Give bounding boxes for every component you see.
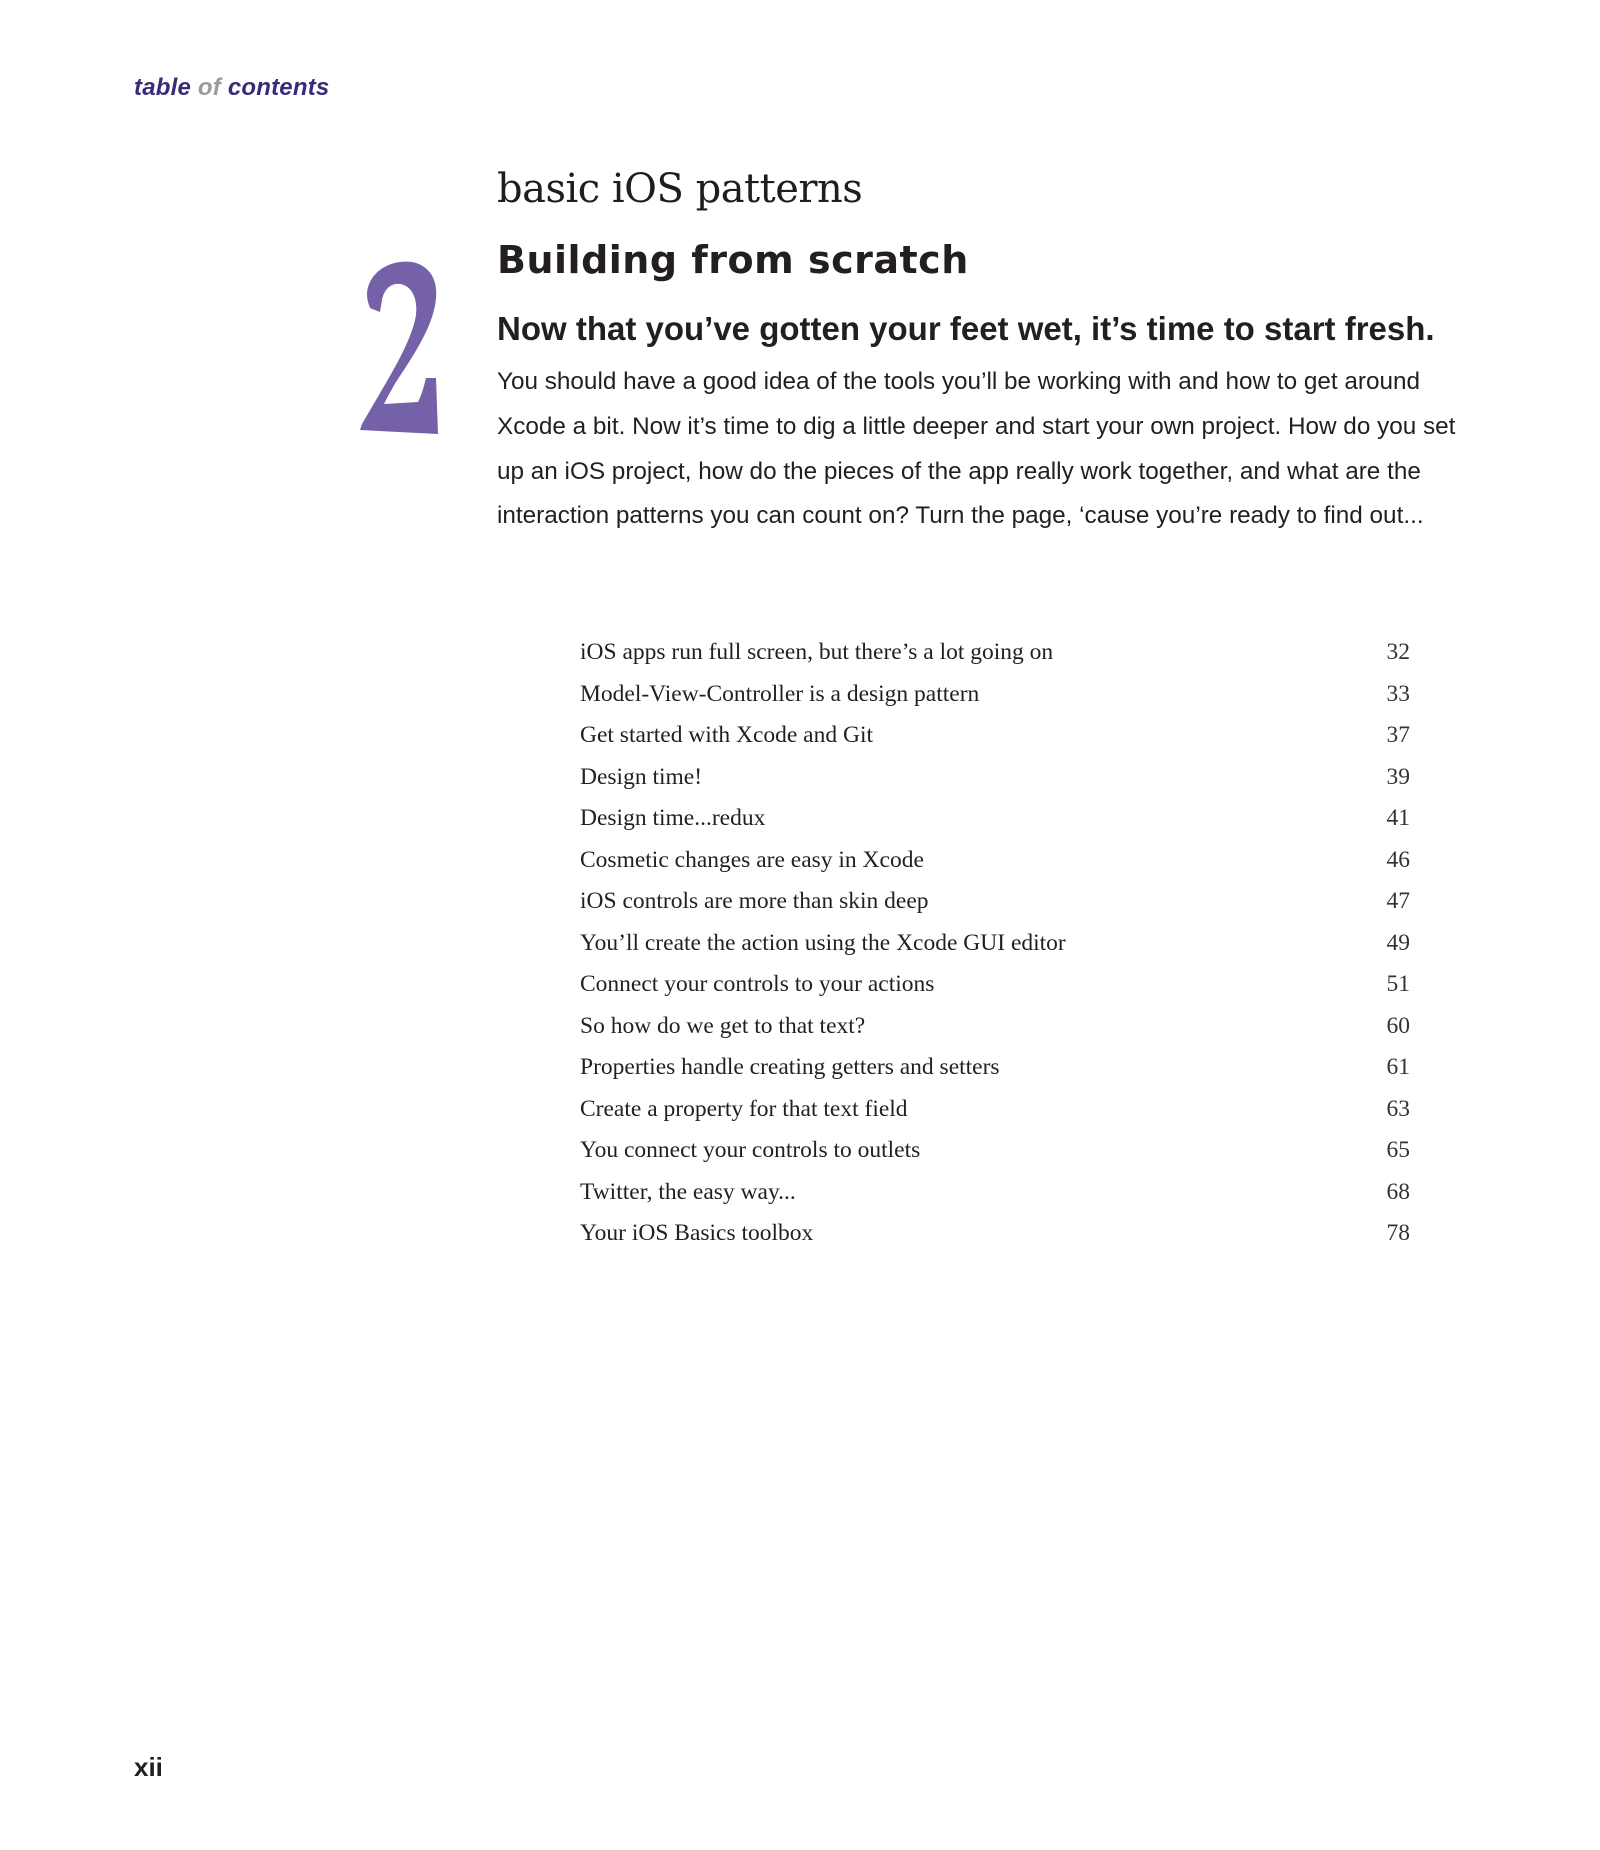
toc-entry[interactable] <box>580 1213 1410 1255</box>
chapter-intro: You should have a good idea of the tools you’ll be working with and how to get around Xcode a bit. Now it’s time to dig a little deeper and start your own project. How do you set up an iOS project, how do the pieces of the app really work together, and what are the interaction patterns you can count on? Turn the page, ‘cause you’re ready to find out... <box>497 368 1456 530</box>
toc-entry[interactable] <box>580 964 1410 1006</box>
toc-entry[interactable] <box>580 881 1410 923</box>
chapter-subtitle: Now that you’ve gotten your feet wet, it’s time to start fresh. <box>497 310 1435 347</box>
toc-entry-title: Design time...redux <box>580 805 766 832</box>
toc-entry-page: 68 <box>1386 1178 1410 1205</box>
toc-entry[interactable] <box>580 1047 1410 1089</box>
toc-entry-page: 41 <box>1386 805 1410 832</box>
toc-entry[interactable] <box>580 757 1410 799</box>
toc-entry-page: 46 <box>1386 846 1410 873</box>
toc-entry-page: 33 <box>1386 680 1410 707</box>
chapter-title: Building from scratch <box>497 238 969 282</box>
toc-entry-title: Properties handle creating getters and setters <box>580 1054 1000 1081</box>
running-head-table: table <box>134 74 192 101</box>
toc-list <box>580 632 1410 1255</box>
toc-entry-title: Create a property for that text field <box>580 1095 908 1122</box>
toc-entry-title: Connect your controls to your actions <box>580 971 935 998</box>
toc-entry[interactable] <box>580 1089 1410 1131</box>
toc-entry-page: 47 <box>1386 888 1410 915</box>
toc-entry-title: Design time! <box>580 763 703 790</box>
chapter-kicker: basic iOS patterns <box>497 166 863 212</box>
toc-entry-page: 63 <box>1386 1095 1410 1122</box>
toc-entry-page: 51 <box>1386 971 1410 998</box>
toc-entry-title: iOS controls are more than skin deep <box>580 888 929 915</box>
toc-entry-title: Cosmetic changes are easy in Xcode <box>580 846 924 873</box>
toc-entry-title: iOS apps run full screen, but there’s a lot going on <box>580 639 1054 666</box>
toc-entry-title: Get started with Xcode and Git <box>580 722 874 749</box>
toc-entry-page: 39 <box>1386 763 1410 790</box>
toc-entry-page: 61 <box>1386 1054 1410 1081</box>
running-head-contents: contents <box>227 74 330 101</box>
toc-entry[interactable] <box>580 923 1410 965</box>
toc-entry-page: 37 <box>1386 722 1410 749</box>
toc-entry-page: 65 <box>1386 1137 1410 1164</box>
page-folio: xii <box>134 1752 163 1782</box>
toc-entry[interactable] <box>580 1130 1410 1172</box>
toc-entry-page: 78 <box>1386 1220 1410 1247</box>
toc-entry-title: Model-View-Controller is a design pattern <box>580 680 980 707</box>
toc-entry-title: Twitter, the easy way... <box>580 1178 796 1205</box>
chapter-number-glyph <box>360 262 438 434</box>
toc-entry[interactable] <box>580 632 1410 674</box>
running-head <box>134 74 329 102</box>
toc-entry-title: You connect your controls to outlets <box>580 1137 921 1164</box>
running-head-of: of <box>197 74 221 101</box>
toc-entry[interactable] <box>580 1172 1410 1214</box>
toc-entry-page: 49 <box>1386 929 1410 956</box>
toc-entry[interactable] <box>580 1006 1410 1048</box>
toc-entry[interactable] <box>580 840 1410 882</box>
chapter-number <box>356 252 446 437</box>
toc-entry[interactable] <box>580 674 1410 716</box>
toc-entry[interactable] <box>580 798 1410 840</box>
toc-entry-title: You’ll create the action using the Xcode GUI editor <box>580 929 1066 956</box>
toc-entry-title: Your iOS Basics toolbox <box>580 1220 814 1247</box>
toc-entry-title: So how do we get to that text? <box>580 1012 866 1039</box>
toc-entry-page: 32 <box>1386 639 1410 666</box>
toc-entry-page: 60 <box>1386 1012 1410 1039</box>
toc-entry[interactable] <box>580 715 1410 757</box>
